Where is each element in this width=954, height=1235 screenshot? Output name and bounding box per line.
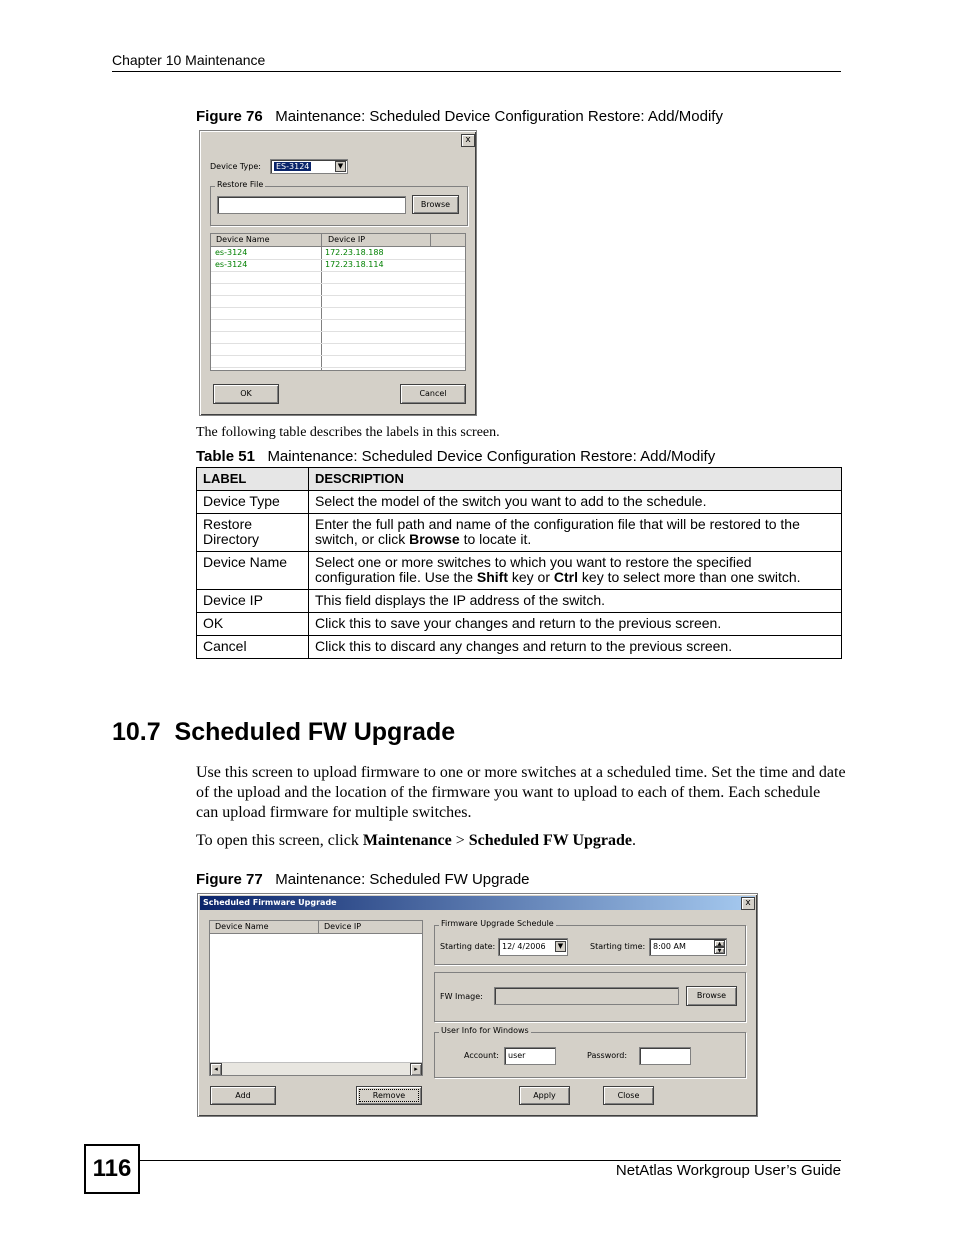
footer-rule	[140, 1160, 841, 1161]
fw-upgrade-dialog	[197, 893, 758, 1117]
chevron-down-icon[interactable]: ▼	[335, 161, 346, 172]
header-label: LABEL	[197, 468, 309, 491]
restore-dialog	[199, 130, 477, 416]
figure76-caption	[196, 108, 723, 125]
user-info-legend: User Info for Windows	[441, 1026, 529, 1035]
restore-file-input[interactable]	[217, 196, 406, 214]
title-bar	[200, 896, 755, 910]
starting-date-field[interactable]	[498, 938, 568, 956]
account-label: Account:	[464, 1051, 499, 1060]
row-description: Click this to save your changes and return to the previous screen.	[309, 613, 842, 636]
horizontal-scrollbar[interactable]	[210, 1062, 422, 1076]
figure77-label: Figure 77	[196, 871, 263, 888]
labels-table	[196, 467, 842, 659]
table-row	[197, 552, 842, 590]
table-row	[197, 613, 842, 636]
para-text: To open this screen, click	[196, 832, 363, 849]
device-type-label: Device Type:	[210, 162, 261, 171]
page-number: 116	[84, 1144, 140, 1194]
password-input[interactable]	[639, 1047, 691, 1065]
intro-text: The following table describes the labels in this screen.	[196, 425, 500, 440]
table-row[interactable]	[211, 355, 465, 368]
table-row	[197, 514, 842, 552]
scroll-right-icon[interactable]: ▸	[410, 1063, 422, 1076]
table-row	[197, 590, 842, 613]
add-button[interactable]: Add	[210, 1086, 276, 1105]
table51-caption	[196, 448, 715, 465]
col-device-ip[interactable]: Device IP	[328, 235, 366, 244]
col-device-name[interactable]: Device Name	[215, 922, 269, 931]
row-label: Device Type	[197, 491, 309, 514]
chapter-header: Chapter 10 Maintenance	[112, 52, 266, 68]
remove-button[interactable]: Remove	[356, 1086, 422, 1105]
section-paragraph: Use this screen to upload firmware to one or more switches at a scheduled time. Set the time and date of the upload and the location of the firmware you want to upload to each of them. Each schedule can upload firmware for multiple switches.	[196, 764, 846, 821]
row-label: Device Name	[197, 552, 309, 590]
spin-down-icon[interactable]: ▼	[714, 947, 725, 954]
header-rule	[112, 71, 841, 72]
section-heading: 10.7 Scheduled FW Upgrade	[112, 718, 456, 746]
row-description	[309, 552, 842, 590]
row-device-name: es-3124	[215, 260, 248, 269]
fw-image-input[interactable]	[494, 987, 679, 1005]
starting-date-value: 12/ 4/2006	[502, 942, 546, 951]
browse-button[interactable]: Browse	[412, 195, 459, 214]
fw-image-label: FW Image:	[440, 992, 483, 1001]
starting-date-label: Starting date:	[440, 942, 496, 951]
col-divider	[318, 921, 319, 934]
account-input[interactable]	[504, 1047, 556, 1065]
device-type-select[interactable]	[270, 159, 348, 174]
row-device-ip: 172.23.18.188	[325, 248, 384, 257]
window-title: Scheduled Firmware Upgrade	[203, 898, 337, 907]
table51-title: Maintenance: Scheduled Device Configuration Restore: Add/Modify	[267, 448, 716, 465]
table-header-row	[197, 468, 842, 491]
ok-button[interactable]: OK	[213, 384, 279, 404]
desc-bold: Shift	[476, 569, 508, 585]
table-row	[197, 636, 842, 659]
fw-grid-header	[210, 921, 422, 934]
schedule-legend: Firmware Upgrade Schedule	[441, 919, 554, 928]
figure76-label: Figure 76	[196, 108, 263, 125]
guide-title: NetAtlas Workgroup User’s Guide	[615, 1162, 841, 1179]
para-text: >	[451, 832, 469, 849]
figure77-title: Maintenance: Scheduled FW Upgrade	[275, 871, 530, 888]
row-label: OK	[197, 613, 309, 636]
starting-time-label: Starting time:	[590, 942, 646, 951]
starting-time-field[interactable]	[649, 938, 727, 956]
account-value: user	[508, 1051, 526, 1060]
device-grid[interactable]	[210, 233, 466, 371]
close-button[interactable]: Close	[603, 1086, 654, 1105]
row-label: Cancel	[197, 636, 309, 659]
table-row	[197, 491, 842, 514]
fw-device-grid[interactable]	[209, 920, 423, 1076]
desc-text: Select one or more switches to which you want to restore the specified configuration file. Use the	[315, 554, 752, 585]
spin-up-icon[interactable]: ▲	[714, 940, 725, 947]
restore-file-legend: Restore File	[217, 180, 264, 189]
row-device-ip: 172.23.18.114	[325, 260, 384, 269]
row-label: Device IP	[197, 590, 309, 613]
open-instructions	[196, 831, 846, 851]
device-type-value: ES-3124	[276, 162, 310, 171]
para-bold: Scheduled FW Upgrade	[468, 832, 633, 849]
desc-text: Enter the full path and name of the configuration file that will be restored to the switch, or click	[315, 516, 800, 547]
desc-bold: Ctrl	[553, 569, 579, 585]
col-divider	[430, 234, 431, 247]
desc-text: key or	[507, 569, 554, 585]
row-description: Click this to discard any changes and return to the previous screen.	[309, 636, 842, 659]
scroll-left-icon[interactable]: ◂	[210, 1063, 222, 1076]
col-device-name[interactable]: Device Name	[216, 235, 270, 244]
close-icon[interactable]: x	[741, 897, 755, 910]
row-description: This field displays the IP address of the switch.	[309, 590, 842, 613]
row-device-name: es-3124	[215, 248, 248, 257]
cancel-button[interactable]: Cancel	[400, 384, 466, 404]
row-description: Select the model of the switch you want to add to the schedule.	[309, 491, 842, 514]
row-description	[309, 514, 842, 552]
close-icon[interactable]: x	[461, 134, 475, 147]
figure76-title: Maintenance: Scheduled Device Configuration Restore: Add/Modify	[275, 108, 723, 125]
chevron-down-icon[interactable]: ▼	[555, 941, 566, 952]
row-label: Restore Directory	[197, 514, 309, 552]
desc-text: key to select more than one switch.	[578, 569, 801, 585]
desc-text: to locate it.	[459, 531, 532, 547]
header-description: DESCRIPTION	[309, 468, 842, 491]
device-grid-header	[211, 234, 465, 247]
table51-label: Table 51	[196, 448, 255, 465]
desc-bold: Browse	[409, 531, 460, 547]
para-bold: Maintenance	[362, 832, 452, 849]
apply-button[interactable]: Apply	[519, 1086, 570, 1105]
figure77-caption	[196, 871, 530, 888]
password-label: Password:	[587, 1051, 628, 1060]
para-text: .	[632, 832, 637, 849]
starting-time-value: 8:00 AM	[653, 942, 686, 951]
col-device-ip[interactable]: Device IP	[324, 922, 362, 931]
browse-button[interactable]: Browse	[686, 986, 737, 1006]
